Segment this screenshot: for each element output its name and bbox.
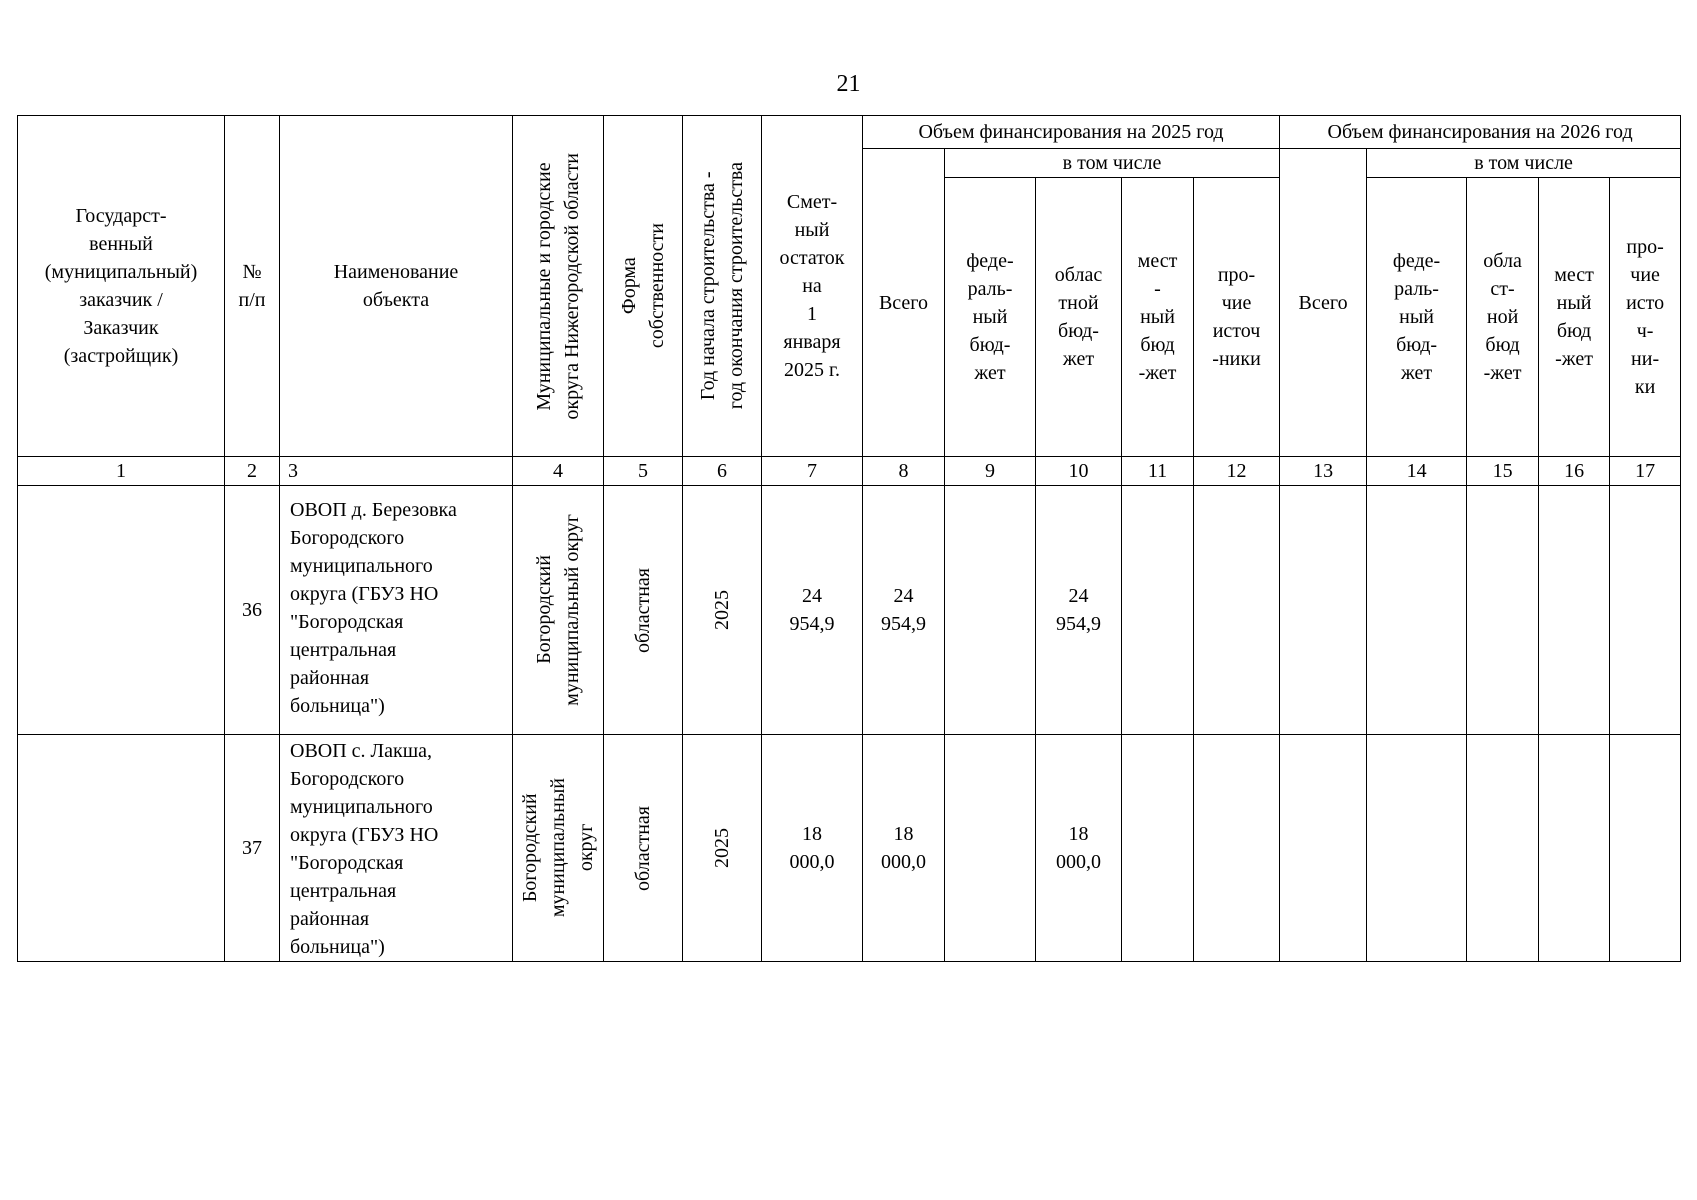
header-other-2025-text: про- чие источ -ники <box>1212 264 1261 370</box>
header-other-2026-text: про- чие исто ч- ни- ки <box>1626 236 1665 398</box>
row-num: 37 <box>225 735 280 962</box>
row-num: 36 <box>225 486 280 735</box>
header-federal-2025 <box>945 178 1036 457</box>
table-row <box>18 735 1681 962</box>
row-federal-2025 <box>945 486 1036 735</box>
row-name <box>280 486 513 735</box>
header-row-1 <box>18 116 1681 149</box>
row-federal-2025 <box>945 735 1036 962</box>
row-years <box>683 486 762 735</box>
col-num-14: 14 <box>1367 457 1467 486</box>
row-name <box>280 735 513 962</box>
header-regional-2025 <box>1036 178 1122 457</box>
header-fin-2025: Объем финансирования на 2025 год <box>863 116 1280 149</box>
row-local-2026 <box>1539 735 1610 962</box>
header-federal-2026-text: феде- раль- ный бюд- жет <box>1392 250 1441 384</box>
header-ownership <box>604 116 683 457</box>
row-municipality <box>513 486 604 735</box>
row-federal-2026 <box>1367 735 1467 962</box>
row-regional-2025-text: 18 000,0 <box>1056 823 1101 873</box>
row-regional-2025-text: 24 954,9 <box>1056 585 1101 635</box>
col-num-13: 13 <box>1280 457 1367 486</box>
row-name-text: ОВОП д. Березовка Богородского муниципального округа (ГБУЗ НО "Богородская центральная районная больница") <box>290 499 457 717</box>
row-total-2026 <box>1280 486 1367 735</box>
col-num-2: 2 <box>225 457 280 486</box>
row-total-2026 <box>1280 735 1367 962</box>
row-municipality-text: Богородский муниципальный округ <box>533 514 583 706</box>
col-num-12: 12 <box>1194 457 1280 486</box>
row-municipality <box>513 735 604 962</box>
row-local-2025 <box>1122 735 1194 962</box>
col-num-8: 8 <box>863 457 945 486</box>
row-total-2025-text: 24 954,9 <box>881 585 926 635</box>
header-municipality <box>513 116 604 457</box>
header-years <box>683 116 762 457</box>
header-other-2026 <box>1610 178 1681 457</box>
row-federal-2026 <box>1367 486 1467 735</box>
header-regional-2026-text: обла ст- ной бюд -жет <box>1483 250 1522 384</box>
col-num-17: 17 <box>1610 457 1681 486</box>
row-total-2025 <box>863 486 945 735</box>
row-estimate-text: 18 000,0 <box>789 823 835 873</box>
header-total-2025: Всего <box>863 149 945 457</box>
header-num <box>225 116 280 457</box>
row-years <box>683 735 762 962</box>
row-regional-2026 <box>1467 735 1539 962</box>
header-num-text: № п/п <box>238 261 266 311</box>
row-regional-2026 <box>1467 486 1539 735</box>
header-total-2026: Всего <box>1280 149 1367 457</box>
header-name <box>280 116 513 457</box>
header-name-text: Наименование объекта <box>333 261 459 311</box>
row-ownership <box>604 486 683 735</box>
row-other-2025 <box>1194 486 1280 735</box>
row-other-2025 <box>1194 735 1280 962</box>
header-regional-2025-text: облас тной бюд- жет <box>1054 264 1103 370</box>
header-local-2025 <box>1122 178 1194 457</box>
header-including-2026: в том числе <box>1367 149 1681 178</box>
header-federal-2026 <box>1367 178 1467 457</box>
col-num-5: 5 <box>604 457 683 486</box>
header-years-text: Год начала строительства - год окончания строительства <box>697 162 747 410</box>
header-regional-2026 <box>1467 178 1539 457</box>
header-including-2025: в том числе <box>945 149 1280 178</box>
row-estimate-text: 24 954,9 <box>789 585 835 635</box>
table-row <box>18 486 1681 735</box>
col-num-10: 10 <box>1036 457 1122 486</box>
header-federal-2025-text: феде- раль- ный бюд- жет <box>966 250 1014 384</box>
row-ownership-text: областная <box>632 567 654 653</box>
row-local-2026 <box>1539 486 1610 735</box>
col-num-1: 1 <box>18 457 225 486</box>
header-ownership-text: Форма собственности <box>618 223 668 349</box>
col-num-4: 4 <box>513 457 604 486</box>
row-other-2026 <box>1610 486 1681 735</box>
row-municipality-text: Богородский муниципальный округ <box>519 778 597 918</box>
page-number: 21 <box>836 71 861 97</box>
row-customer <box>18 486 225 735</box>
header-customer-text: Государст- венный (муниципальный) заказчик / Заказчик (застройщик) <box>44 205 198 367</box>
row-customer <box>18 735 225 962</box>
col-num-15: 15 <box>1467 457 1539 486</box>
row-other-2026 <box>1610 735 1681 962</box>
row-ownership-text: областная <box>632 805 654 891</box>
col-num-9: 9 <box>945 457 1036 486</box>
col-num-16: 16 <box>1539 457 1610 486</box>
row-ownership <box>604 735 683 962</box>
header-fin-2026: Объем финансирования на 2026 год <box>1280 116 1681 149</box>
financing-table <box>17 115 1681 962</box>
row-name-text: ОВОП с. Лакша, Богородского муниципального округа (ГБУЗ НО "Богородская центральная районная больница") <box>290 740 439 958</box>
col-num-7: 7 <box>762 457 863 486</box>
col-num-3: 3 <box>280 457 513 486</box>
header-customer <box>18 116 225 457</box>
header-estimate-text: Смет- ный остаток на 1 января 2025 г. <box>779 191 845 381</box>
row-regional-2025 <box>1036 486 1122 735</box>
header-local-2025-text: мест - ный бюд -жет <box>1137 250 1178 384</box>
header-local-2026-text: мест ный бюд -жет <box>1554 264 1594 370</box>
header-local-2026 <box>1539 178 1610 457</box>
row-total-2025-text: 18 000,0 <box>881 823 926 873</box>
row-estimate <box>762 486 863 735</box>
row-local-2025 <box>1122 486 1194 735</box>
col-num-11: 11 <box>1122 457 1194 486</box>
row-estimate <box>762 735 863 962</box>
row-total-2025 <box>863 735 945 962</box>
header-other-2025 <box>1194 178 1280 457</box>
row-years-text: 2025 <box>711 590 733 630</box>
row-years-text: 2025 <box>711 828 733 868</box>
row-regional-2025 <box>1036 735 1122 962</box>
header-estimate <box>762 116 863 457</box>
col-num-6: 6 <box>683 457 762 486</box>
column-number-row <box>18 457 1681 486</box>
header-municipality-text: Муниципальные и городские округа Нижегородской области <box>533 152 583 420</box>
